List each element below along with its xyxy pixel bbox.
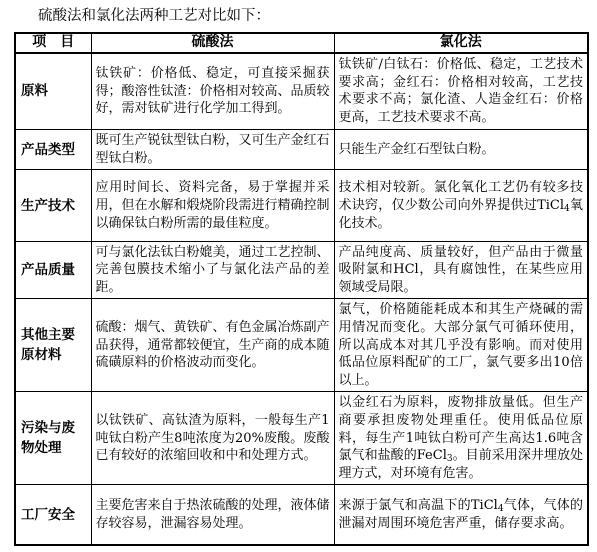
chloride-cell xyxy=(334,392,588,485)
row-label: 工厂安全 xyxy=(15,485,91,545)
chloride-cell: 钛铁矿/白钛石：价格低、稳定，工艺技术要求高；金红石：价格相对较高，工艺技术要求不高；氯化渣、人造金红石：价格更高，工艺技术要求不高。 xyxy=(334,53,588,130)
table-row xyxy=(15,53,588,130)
chloride-cell: 只能生产金红石型钛白粉。 xyxy=(334,130,588,170)
table-row xyxy=(15,130,588,170)
sulfuric-cell: 可与氯化法钛白粉媲美，通过工艺控制、完善包膜技术缩小了与氯化法产品的差距。 xyxy=(91,242,334,299)
table-row xyxy=(15,485,588,545)
chloride-text: 氧化技术。 xyxy=(338,197,583,231)
sulfuric-cell: 以钛铁矿、高钛渣为原料，一般每生产1吨钛白粉产生8吨浓度为20%废酸。废酸已有较好的浓缩回收和中和处理方式。 xyxy=(91,392,334,485)
chloride-cell xyxy=(334,170,588,242)
sulfuric-cell: 硫酸：烟气、黄铁矿、有色金属冶炼副产品获得，通常都较便宜，生产商的成本随硫磺原料的价格波动而变化。 xyxy=(91,299,334,392)
chloride-cell xyxy=(334,485,588,545)
table-row xyxy=(15,242,588,299)
sulfuric-cell: 钛铁矿：价格低、稳定，可直接采掘获得；酸溶性钛渣：价格相对较高、品质较好，需对钛矿进行化学加工得到。 xyxy=(91,53,334,130)
chloride-text: 以金红石为原料，废物排放量低。但生产商要承担废物处理重任。使用低品位原料，每生产1吨钛白粉可产生高达1.6吨含氯气和盐酸的FeCl xyxy=(338,395,583,464)
header-sulfuric: 硫酸法 xyxy=(91,33,334,53)
subscript: 4 xyxy=(497,504,504,515)
row-label: 产品类型 xyxy=(15,130,91,170)
row-label: 生产技术 xyxy=(15,170,91,242)
sulfuric-cell: 既可生产锐钛型钛白粉，又可生产金红石型钛白粉。 xyxy=(91,130,334,170)
chloride-text: 。目前采用深井埋放处理方式，对环境有危害。 xyxy=(338,448,583,481)
table-row xyxy=(15,170,588,242)
row-label: 产品质量 xyxy=(15,242,91,299)
chloride-text: 气体，气体的泄漏对周围环境危害严重，储存要求高。 xyxy=(338,498,583,531)
header-chloride: 氯化法 xyxy=(334,33,588,53)
row-label: 原料 xyxy=(15,53,91,130)
subscript: 3 xyxy=(446,454,453,465)
chloride-text: 来源于氯气和高温下的TiCl xyxy=(338,498,498,514)
subscript: 4 xyxy=(564,203,570,214)
chloride-cell: 产品纯度高、质量较好，但产品由于微量吸附氯和HCl，具有腐蚀性，在某些应用领域受局限。 xyxy=(334,242,588,299)
chloride-text: 技术相对较新。氯化氧化工艺仍有较多技术诀窍，仅少数公司向外界提供过TiCl xyxy=(338,180,583,213)
header-item: 项 目 xyxy=(15,33,91,53)
row-label: 其他主要原材料 xyxy=(15,299,91,392)
comparison-table xyxy=(14,32,589,546)
chloride-cell: 氯气，价格随能耗成本和其生产烧碱的需用情况而变化。大部分氯气可循环使用，所以高成本对其几乎没有影响。而对使用低品位原料配矿的工厂，氯气要多出10倍以上。 xyxy=(334,299,588,392)
row-label: 污染与废物处理 xyxy=(15,392,91,485)
sulfuric-cell: 应用时间长、资料完备，易于掌握并采用，但在水解和煅烧阶段需进行精确控制以确保钛白粉所需的最佳粒度。 xyxy=(91,170,334,242)
table-row xyxy=(15,392,588,485)
sulfuric-cell: 主要危害来自于热浓硫酸的处理，液体储存较容易，泄漏容易处理。 xyxy=(91,485,334,545)
table-header-row xyxy=(15,33,588,53)
intro-text: 硫酸法和氯化法两种工艺对比如下： xyxy=(38,8,270,24)
table-row xyxy=(15,299,588,392)
